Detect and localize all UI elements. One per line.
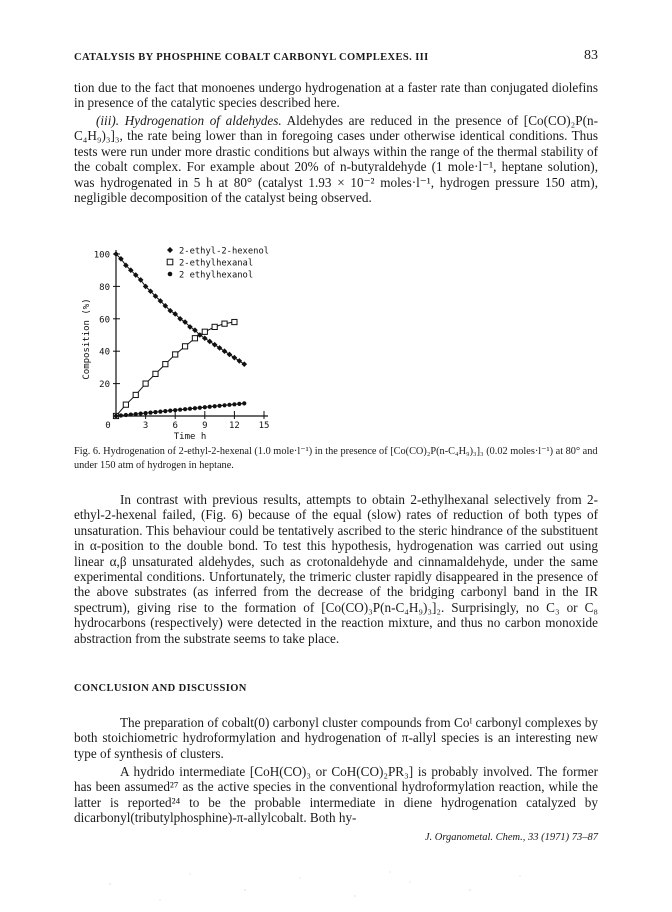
data-point-hexanol: [183, 407, 187, 411]
plot-area: [82, 247, 269, 443]
data-point-hexenol: [241, 361, 247, 367]
data-point-hexanal: [173, 352, 178, 357]
x-tick-label: 12: [228, 421, 240, 431]
x-tick-label: 9: [202, 421, 208, 431]
data-point-hexanol: [158, 410, 162, 414]
data-point-hexanal: [212, 324, 217, 329]
data-point-hexanal: [143, 381, 148, 386]
x-tick-label: 6: [172, 421, 178, 431]
data-point-hexanol: [198, 406, 202, 410]
data-point-hexanol: [163, 409, 167, 413]
x-tick-label: 0: [105, 421, 111, 431]
data-point-hexenol: [232, 355, 238, 361]
data-point-hexenol: [207, 339, 213, 345]
data-point-hexanal: [232, 319, 237, 324]
data-point-hexanal: [202, 329, 207, 334]
data-point-hexanal: [222, 321, 227, 326]
data-point-hexanol: [139, 411, 143, 415]
data-point-hexanal: [182, 344, 187, 349]
journal-citation: J. Organometal. Chem., 33 (1971) 73–87: [424, 832, 598, 843]
scan-noise: [0, 860, 672, 912]
figure-caption: Fig. 6. Hydrogenation of 2-ethyl-2-hexenal (1.0 mole·l⁻¹) in the presence of [Co(CO)₂P(n-C₄H₉)₃]₃ (0.02 moles·l⁻¹) at 80° and under 150 atm of hydrogen in heptane.: [74, 446, 598, 471]
data-point-hexanol: [193, 406, 197, 410]
y-tick-label: 100: [93, 250, 110, 261]
legend-marker-hexanol: [168, 272, 173, 277]
data-point-hexanol: [188, 407, 192, 411]
paragraph-aldehydes-text: Aldehydes are reduced in the presence of [Co(CO)₂P(n-C₄H₉)₃]₃, the rate being lower than in foregoing cases under otherwise identical conditions. Thus tests were run under more drastic conditions but always within the range of the thermal stability of the cobalt complex. For example about 20% of n-butyraldehyde (1 mole·l⁻¹, heptane solution), was hydrogenated in 5 h at 80° (catalyst 1.93 × 10⁻² moles·l⁻¹, hydrogen pressure 150 atm), negligible decomposition of the catalyst being observed.: [74, 113, 598, 206]
data-point-hexanal: [133, 392, 138, 397]
data-point-hexanal: [123, 402, 128, 407]
data-point-hexanol: [134, 412, 138, 416]
legend-label: 2-ethyl-2-hexenol: [179, 246, 270, 257]
data-point-hexanol: [173, 408, 177, 412]
data-point-hexanol: [242, 401, 246, 405]
legend-label: 2 ethylhexanol: [179, 270, 254, 281]
data-point-hexanol: [129, 412, 133, 416]
legend-marker-hexanal: [167, 259, 173, 265]
data-point-hexanol: [144, 411, 148, 415]
data-point-hexanol: [178, 408, 182, 412]
section-heading: CONCLUSION AND DISCUSSION: [74, 683, 247, 694]
data-point-hexanol: [218, 404, 222, 408]
data-point-hexanol: [119, 413, 123, 417]
data-point-hexenol: [212, 342, 218, 348]
running-header: [74, 48, 598, 68]
data-point-hexenol: [237, 358, 243, 364]
paragraph-conclusion-1: The preparation of cobalt(0) carbonyl cluster compounds from Coᴵ carbonyl complexes by both stoichiometric hydroformylation and hydrogenation of π-allyl species is an interesting new type of synthesis of clusters.: [74, 715, 598, 761]
data-point-hexanol: [227, 403, 231, 407]
data-point-hexenol: [227, 352, 233, 358]
data-point-hexanol: [114, 414, 118, 418]
y-axis-label: Composition (%): [82, 298, 92, 380]
legend-label: 2-ethylhexanal: [179, 258, 254, 269]
data-point-hexenol: [202, 335, 208, 341]
data-point-hexanol: [168, 409, 172, 413]
paragraph-continuation: tion due to the fact that monoenes undergo hydrogenation at a faster rate than conjugated diolefins in presence of the catalytic species described here.: [74, 80, 598, 111]
data-point-hexanol: [232, 402, 236, 406]
data-point-hexanol: [124, 413, 128, 417]
data-point-hexanal: [192, 336, 197, 341]
x-tick-label: 3: [142, 421, 149, 431]
subsection-label: (iii). Hydrogenation of aldehydes.: [96, 113, 282, 128]
y-tick-label: 20: [99, 380, 110, 391]
data-point-hexanol: [222, 403, 226, 407]
legend-marker-hexenol: [167, 247, 173, 253]
data-point-hexanol: [213, 404, 217, 408]
x-tick-label: 15: [258, 421, 270, 431]
y-tick-label: 40: [99, 347, 110, 358]
page-number: 83: [584, 48, 598, 63]
running-title: CATALYSIS BY PHOSPHINE COBALT CARBONYL COMPLEXES. III: [74, 52, 429, 63]
y-tick-label: 80: [99, 282, 110, 293]
data-point-hexenol: [217, 345, 223, 351]
paragraph-results: In contrast with previous results, attempts to obtain 2-ethylhexanal selectively from 2-ethyl-2-hexenal failed, (Fig. 6) because of the equal (slow) rates of reduction of both types of unsaturation. This behaviour could be tentatively ascribed to the steric hindrance of the substituent in α-position to the double bond. To test this hypothesis, hydrogenation was carried out using linear α,β unsaturated aldehydes, such as crotonaldehyde and cinnamaldehyde, under the same experimental conditions. Unfortunately, the trimeric cluster rapidly disappeared in the presence of the above substrates (as inferred from the decrease of the bridging carbonyl band in the IR spectrum), giving rise to the formation of [Co(CO)₃P(n-C₄H₉)₃]₂. Surprisingly, no C₃ or C₈ hydrocarbons (respectively) were detected in the reaction mixture, and thus no carbon monoxide abstraction from the substrate seems to take place.: [74, 492, 598, 646]
data-point-hexanol: [203, 405, 207, 409]
series-line: [116, 322, 234, 416]
figure-6-chart: [78, 238, 288, 442]
paragraph-aldehydes: [74, 113, 598, 205]
data-point-hexanol: [237, 402, 241, 406]
data-point-hexanal: [163, 362, 168, 367]
data-point-hexanol: [208, 405, 212, 409]
data-point-hexenol: [222, 348, 228, 354]
data-point-hexanol: [153, 410, 157, 414]
y-tick-label: 60: [99, 315, 110, 326]
paragraph-conclusion-2: A hydrido intermediate [CoH(CO)₃ or CoH(CO)₂PR₃] is probably involved. The former has been assumed²⁷ as the active species in the conventional hydroformylation reaction, while the latter is reported²⁴ to be the probable intermediate in diene hydrogenation catalyzed by dicarbonyl(tributylphosphine)-π-allylcobalt. Both hy-: [74, 764, 598, 826]
x-axis-label: Time h: [173, 432, 207, 442]
data-point-hexanal: [153, 371, 158, 376]
data-point-hexanol: [148, 410, 152, 414]
